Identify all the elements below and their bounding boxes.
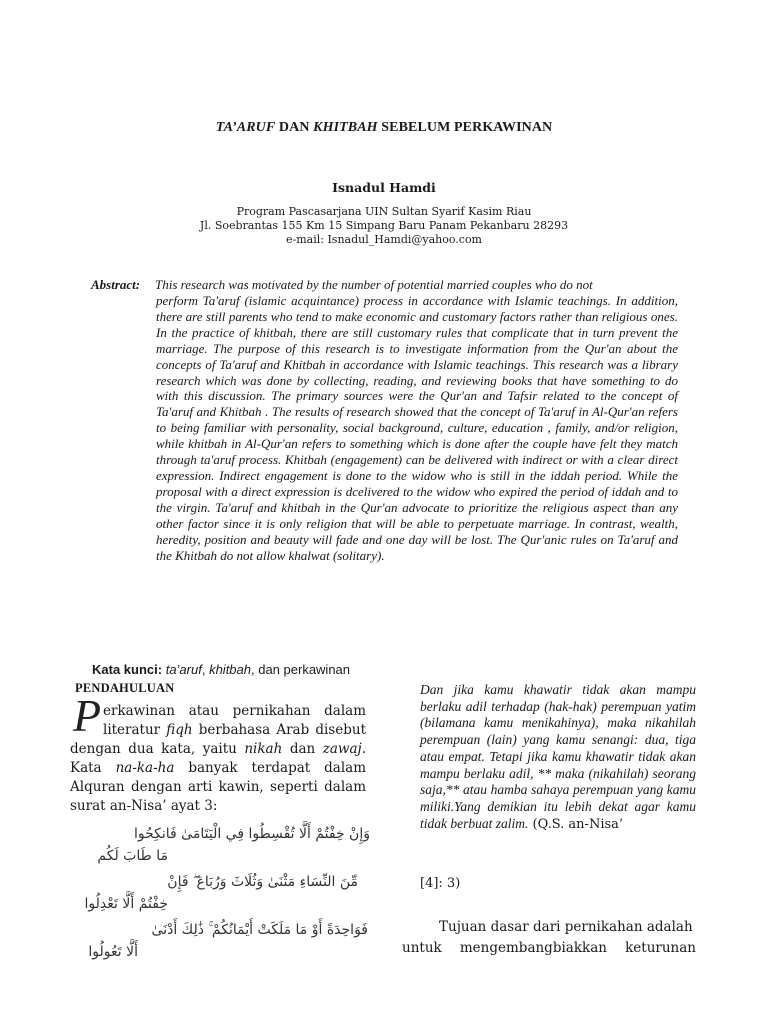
tujuan-line-2: untuk mengembangbiakkan keturunan	[402, 940, 696, 956]
intro-line-6: surat an-Nisa’ ayat 3:	[70, 798, 218, 814]
intro-line-1: erkawinan atau pernikahan dalam	[103, 703, 366, 719]
translation-reference-end: [4]: 3)	[420, 876, 461, 891]
intro-text: berbahasa Arab disebut	[192, 722, 366, 738]
affiliation-line-1: Program Pascasarjana UIN Sultan Syarif Kasim Riau	[236, 205, 532, 218]
translation-reference-start: (Q.S. an-Nisa’	[528, 816, 624, 832]
intro-text: literatur	[103, 722, 167, 738]
keyword-rest: , dan perkawinan	[251, 662, 351, 677]
arabic-verse-line-3: مِّنَ النِّسَاءِ مَثْنَىٰ وَثُلَاثَ وَرُبَاعَ ۖ فَإِنْ	[167, 874, 358, 890]
paper-title	[0, 120, 768, 136]
term-fiqh: fiqh	[166, 722, 193, 738]
verse-translation	[420, 682, 696, 833]
abstract-body: perform Ta'aruf (islamic acquintance) process in accordance with Islamic teachings. In addition, there are still parents who tend to make economic and customary factors rather than religious ones. In the practice of khitbah, there are still customary rules that complicate that in turn prevent the marriage. The purpose of this research is to investigate information from the Qur'an about the concepts of Ta'aruf and Khitbah in accordance with Islamic teachings. This research was a library research which was done by collecting, reading, and reviewing books that have something to do with this discussion. The primary sources were the Qur'an and Tafsir related to the concept of Ta'aruf and Khitbah . The results of research showed that the concept of Ta'aruf in Al-Qur'an refers to being familiar with personality, social background, culture, education , family, and/or religion, while khitbah in Al-Qur'an refers to something which is done after the couple have felt they match through ta'aruf process. Khitbah (engagement) can be delivered with indirect or with a clear direct expression. Indirect engagement is done to the widow who is still in the iddah period. While the proposal with a direct expression is dcelivered to the widow who expired the period of iddah and to the virgin. Ta'aruf and khitbah in the Qur'an advocate to prioritize the religious aspect than any other factor since it is only religion that will be able to perpetuate marriage. In contrast, wealth, heredity, position and beauty will fade and one day will be lost. The Qur'anic rules on Ta'aruf and the Khitbah do not allow khalwat (solitary).	[156, 293, 678, 563]
term-zawaj: zawaj.	[322, 741, 367, 757]
author-name: Isnadul Hamdi	[332, 180, 436, 195]
keywords-label: Kata kunci:	[92, 662, 163, 677]
intro-text: Kata	[70, 760, 116, 776]
intro-text: dan	[282, 741, 323, 757]
title-part-khitbah: KHITBAH	[313, 120, 378, 135]
drop-cap: P	[73, 690, 102, 741]
arabic-verse-line-4: خِفْتُمْ أَلَّا تَعْدِلُوا	[84, 896, 168, 912]
arabic-verse-line-5: فَوَاحِدَةً أَوْ مَا مَلَكَتْ أَيْمَانُكُمْ ۚ ذَٰلِكَ أَدْنَىٰ	[151, 922, 368, 938]
title-part-rest: SEBELUM PERKAWINAN	[377, 120, 553, 135]
translation-text: Dan jika kamu khawatir tidak akan mampu berlaku adil terhadap (hak-hak) perempuan yatim (bilamana kamu menikahinya), maka nikahilah perempuan (lain) yang kamu senangi: dua, tiga atau empat. Tetapi jika kamu khawatir tidak akan mampu berlaku adil, ** maka (nikahilah) seorang saja,** atau hamba sahaya perempuan yang kamu miliki.Yang demikian itu lebih dekat agar kamu tidak berbuat zalim.	[420, 682, 696, 831]
keyword-khitbah: khitbah	[209, 662, 251, 677]
affiliation-line-2: Jl. Soebrantas 155 Km 15 Simpang Baru Panam Pekanbaru 28293	[199, 219, 569, 232]
keyword-separator: ,	[201, 662, 210, 677]
term-na-ka-ha: na-ka-ha	[115, 760, 175, 776]
intro-line-3	[70, 740, 366, 759]
keywords	[92, 662, 350, 677]
arabic-verse-line-6: أَلَّا تَعُولُوا	[88, 944, 138, 960]
intro-line-2	[103, 721, 366, 740]
abstract-first-line: This research was motivated by the number of potential married couples who do not	[155, 277, 593, 292]
tujuan-line-1: Tujuan dasar dari pernikahan adalah	[439, 919, 693, 935]
section-heading-pendahuluan: PENDAHULUAN	[75, 681, 175, 695]
intro-line-5: Alquran dengan arti kawin, seperti dalam	[70, 779, 366, 795]
keyword-taaruf: ta’aruf	[165, 662, 202, 677]
term-nikah: nikah	[244, 741, 283, 757]
intro-line-4	[70, 759, 366, 778]
intro-text: dengan dua kata, yaitu	[70, 741, 245, 757]
arabic-verse-line-2: مَا طَابَ لَكُم	[97, 848, 168, 864]
title-part-taaruf: TA’ARUF	[215, 120, 276, 135]
title-part-dan: DAN	[275, 120, 314, 135]
author-email: e-mail: Isnadul_Hamdi@yahoo.com	[286, 233, 482, 246]
abstract-label: Abstract:	[91, 277, 141, 292]
arabic-verse-line-1: وَإِنْ خِفْتُمْ أَلَّا تُقْسِطُوا فِي الْيَتَامَىٰ فَانكِحُوا	[133, 826, 370, 842]
intro-text: banyak terdapat dalam	[174, 760, 366, 776]
